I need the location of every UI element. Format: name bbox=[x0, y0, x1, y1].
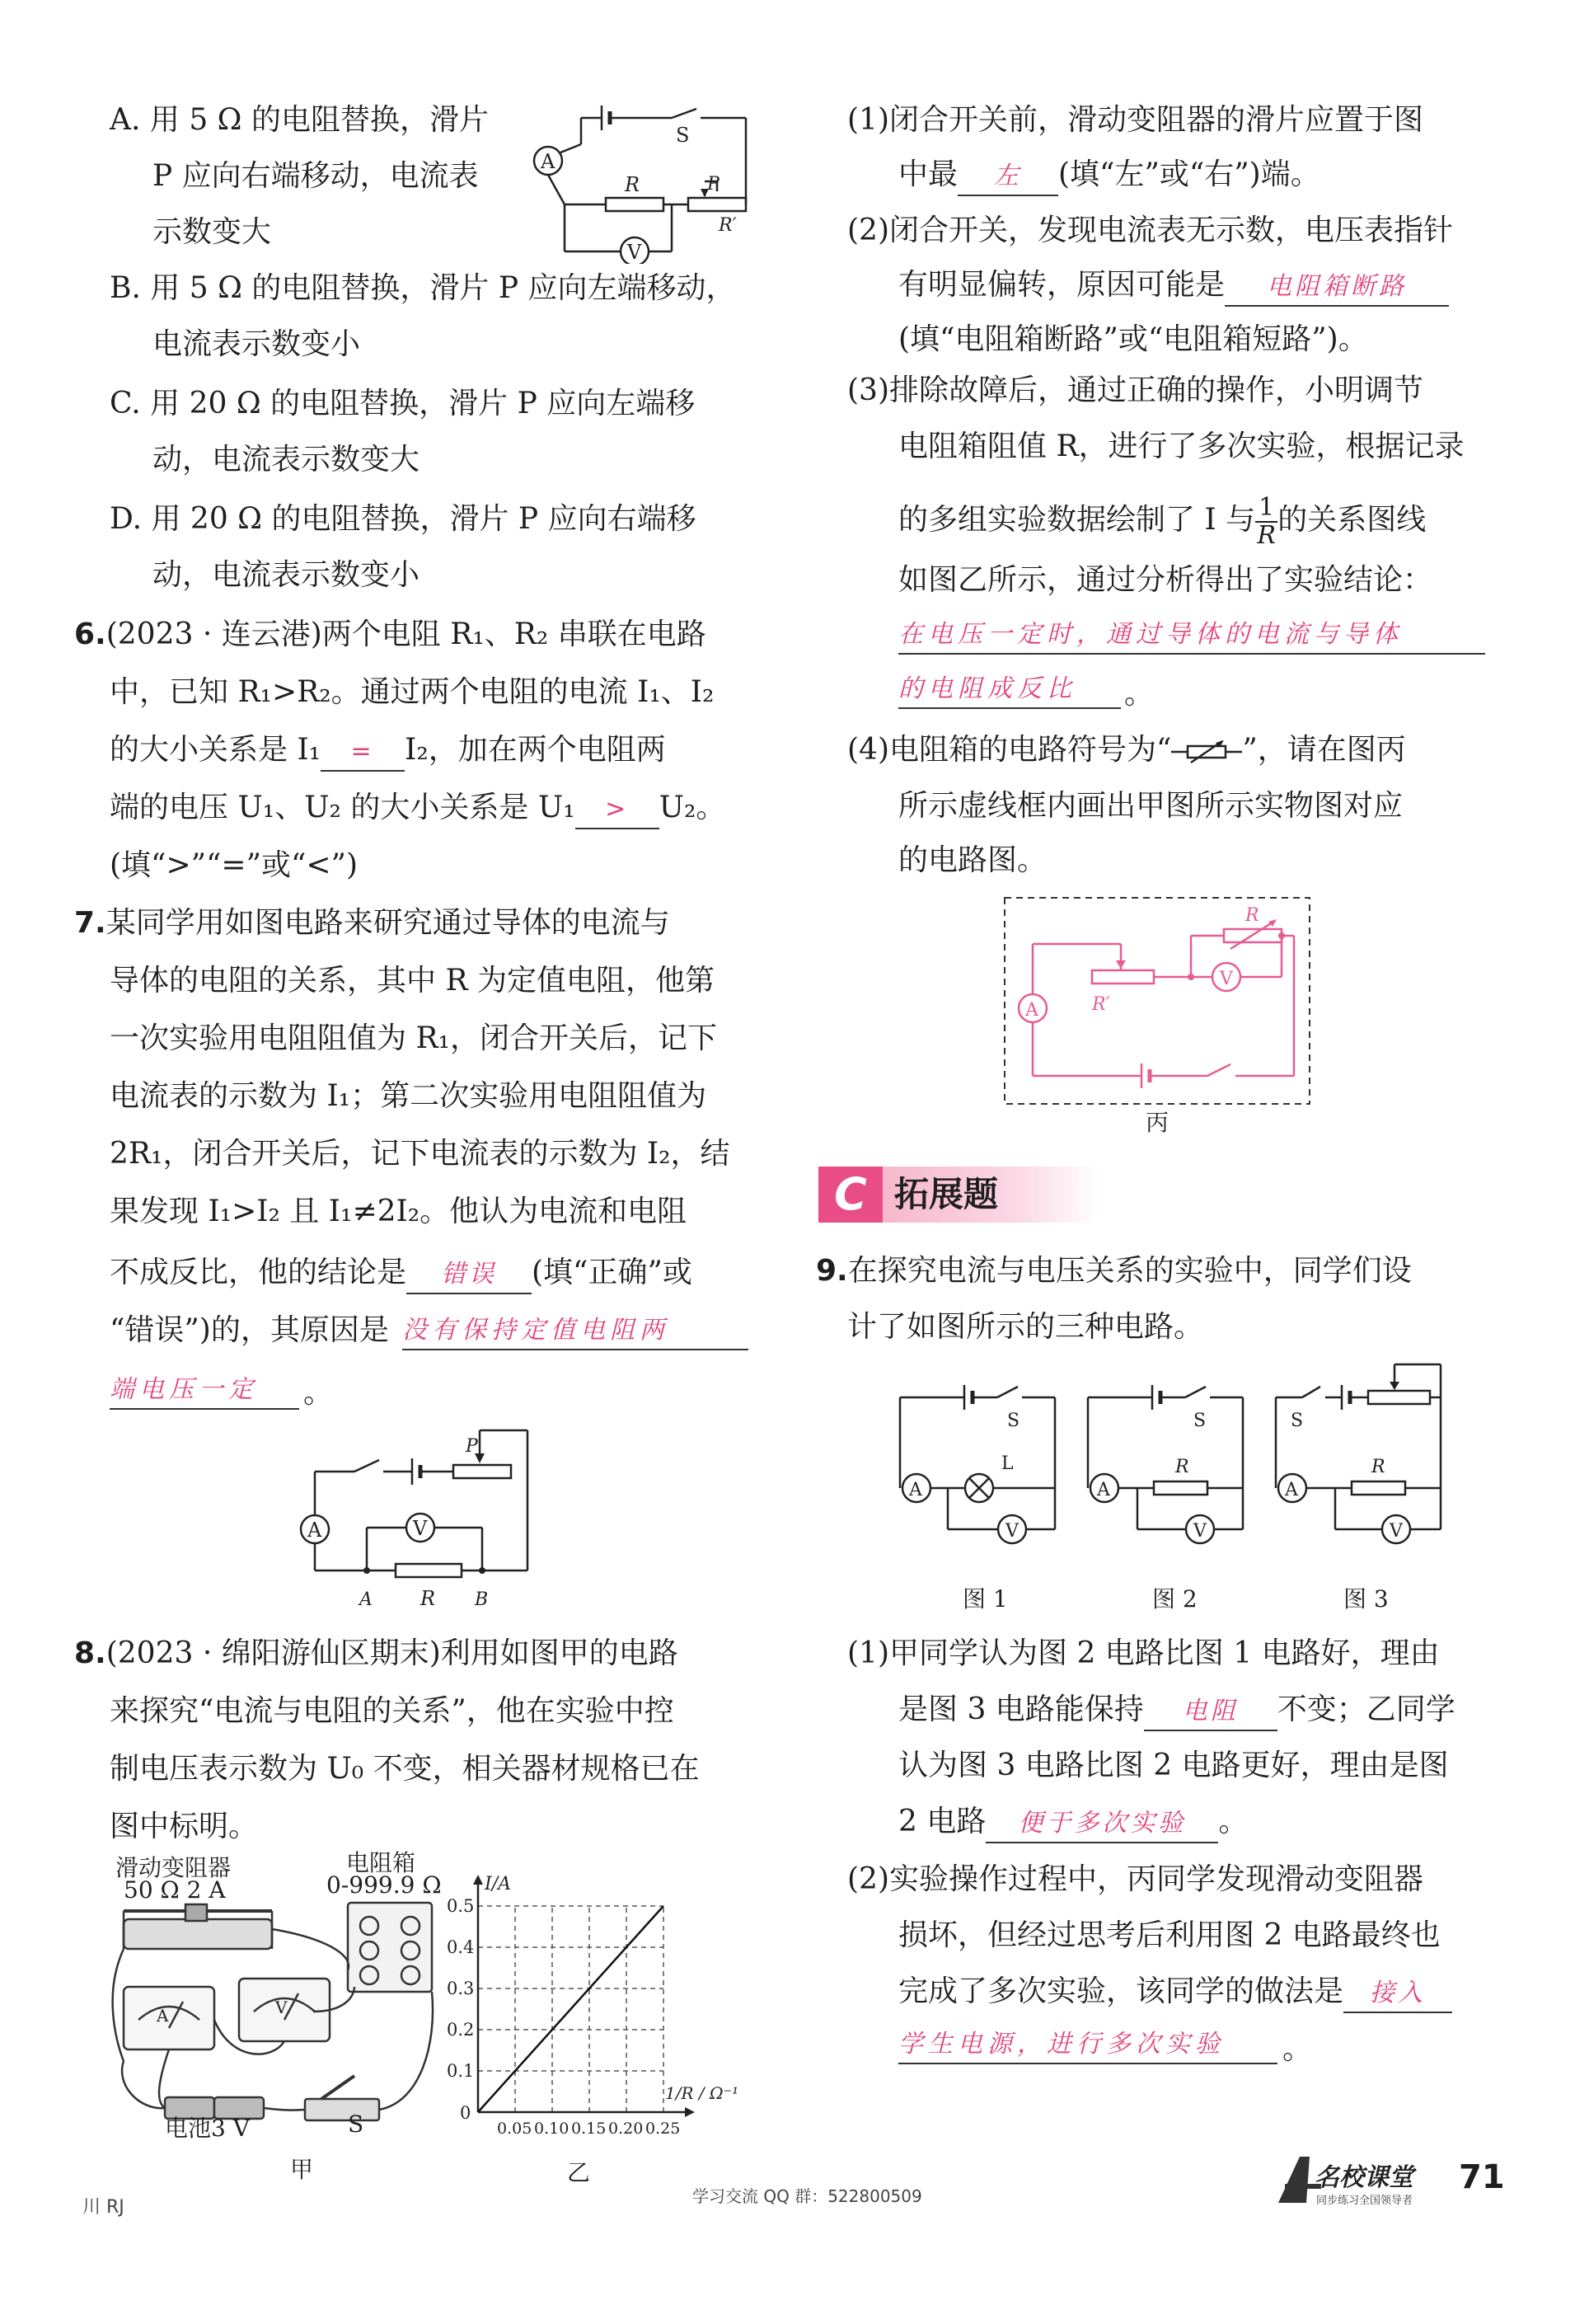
q9-p1-line1: (1)甲同学认为图 2 电路比图 1 电路好，理由 bbox=[847, 1636, 1440, 1670]
q6-number: 6. bbox=[74, 617, 106, 651]
q7-line6: 果发现 I₁>I₂ 且 I₁≠2I₂。他认为电流和电阻 bbox=[110, 1195, 687, 1228]
q6-line2: 中，已知 R₁>R₂。通过两个电阻的电流 I₁、I₂ bbox=[110, 675, 715, 709]
q7-answer-reason-line1: 没有保持定值电阻两 bbox=[402, 1312, 748, 1350]
q7-slider-label: P bbox=[466, 1436, 478, 1457]
q9-p1-line4: 2 电路 便于多次实验 。 bbox=[898, 1802, 1248, 1843]
fig2-resistor-label: R bbox=[1175, 1457, 1189, 1477]
brand-logo bbox=[1273, 2152, 1446, 2209]
q5-switch-label: S bbox=[676, 124, 690, 147]
q7-line4: 电流表的示数为 I₁；第二次实验用电阻阻值为 bbox=[110, 1079, 707, 1113]
x-tick-label: 0.10 bbox=[534, 2120, 570, 2138]
q6-answer-current: = bbox=[321, 734, 405, 772]
resistance-box-label: 电阻箱 bbox=[346, 1849, 416, 1876]
q7-point-a-label: A bbox=[359, 1589, 373, 1610]
rheostat-spec: 50 Ω 2 A bbox=[124, 1876, 226, 1904]
bing-resistor-label: R bbox=[1245, 905, 1259, 926]
q5-option-c-line1: C. 用 20 Ω 的电阻替换，滑片 P 应向左端移 bbox=[110, 387, 696, 420]
q9-number: 9. bbox=[816, 1254, 848, 1288]
figure-1-caption: 图 1 bbox=[963, 1585, 1008, 1613]
q7-answer-reason-line2: 端电压一定 bbox=[110, 1372, 299, 1410]
fig2-voltmeter-label: V bbox=[1193, 1521, 1207, 1542]
q9-p1-answer2: 便于多次实验 bbox=[986, 1805, 1218, 1843]
q9-p2-line1: (2)实验操作过程中，丙同学发现滑动变阻器 bbox=[847, 1862, 1423, 1896]
q8-line4: 图中标明。 bbox=[110, 1810, 259, 1843]
series-line-i-vs-1-over-r bbox=[478, 1906, 663, 2112]
q9-p1-line2: 是图 3 电路能保持 电阻 不变；乙同学 bbox=[898, 1690, 1455, 1731]
q8-p3-line3: 的多组实验数据绘制了 I 与 $\frac{1}{R}$ 的关系图线 bbox=[898, 493, 1427, 550]
figure-2-caption: 图 2 bbox=[1152, 1585, 1198, 1613]
q8-line1: 8.(2023 · 绵阳游仙区期末)利用如图甲的电路 bbox=[74, 1636, 678, 1670]
fig3-voltmeter-label: V bbox=[1390, 1521, 1403, 1542]
q7-line2: 导体的电阻的关系，其中 R 为定值电阻，他第 bbox=[110, 964, 715, 998]
x-tick-label: 0.15 bbox=[571, 2120, 607, 2138]
figure-bing-answer-circuit bbox=[1001, 894, 1315, 1109]
y-tick-label: 0.4 bbox=[447, 1937, 475, 1957]
q8-line2: 来探究“电流与电阻的关系”，他在实验中控 bbox=[110, 1694, 674, 1728]
section-c-header bbox=[818, 1167, 1099, 1223]
bing-voltmeter-label: V bbox=[1220, 969, 1233, 989]
q8-p3-line2: 电阻箱阻值 R，进行了多次实验，根据记录 bbox=[898, 430, 1465, 463]
fig1-ammeter-label: A bbox=[909, 1480, 922, 1500]
q8-p3-answer-line2: 的电阻成反比 bbox=[898, 671, 1121, 709]
q7-point-b-label: B bbox=[475, 1589, 489, 1610]
x-axis-arrow bbox=[685, 2107, 695, 2117]
y-tick-label: 0.1 bbox=[447, 2061, 475, 2081]
figure-yi-caption: 乙 bbox=[567, 2159, 591, 2186]
q9-line1: 9.在探究电流与电压关系的实验中，同学们设 bbox=[816, 1254, 1412, 1288]
q8-p3-line1: (3)排除故障后，通过正确的操作，小明调节 bbox=[847, 373, 1423, 407]
q8-number: 8. bbox=[74, 1636, 106, 1670]
q8-p2-answer: 电阻箱断路 bbox=[1225, 269, 1449, 307]
q7-circuit-diagram bbox=[297, 1422, 544, 1616]
q8-p2-line3: (填“电阻箱断路”或“电阻箱短路”)。 bbox=[898, 322, 1368, 356]
q8-p1-line1: (1)闭合开关前，滑动变阻器的滑片应置于图 bbox=[847, 103, 1423, 137]
fig1-lamp-label: L bbox=[1001, 1453, 1014, 1474]
y-tick-label: 0.3 bbox=[447, 1979, 475, 1998]
q6-line3: 的大小关系是 I₁ = I₂，加在两个电阻两 bbox=[110, 730, 666, 772]
q8-line3: 制电压表示数为 U₀ 不变，相关器材规格已在 bbox=[110, 1752, 700, 1786]
fig3-ammeter-label: A bbox=[1285, 1480, 1298, 1500]
q9-p2-answer2: 学生电源，进行多次实验 bbox=[898, 2026, 1277, 2064]
q7-line8: “错误”)的，其原因是 bbox=[110, 1313, 389, 1347]
q7-ammeter-label: A bbox=[307, 1519, 322, 1542]
figure-bing-caption: 丙 bbox=[1146, 1109, 1169, 1136]
q9-p2-end: 。 bbox=[1282, 2032, 1313, 2066]
q8-p4-line1: (4)电阻箱的电路符号为“ ”，请在图丙 bbox=[847, 733, 1406, 767]
q7-line1: 7.某同学用如图电路来研究通过导体的电流与 bbox=[74, 906, 670, 940]
y-tick-label: 0.5 bbox=[447, 1896, 475, 1916]
q8-p3-end: 。 bbox=[1124, 677, 1155, 711]
q6-answer-voltage: > bbox=[575, 791, 659, 829]
battery-label: 电池3 V bbox=[165, 2115, 250, 2142]
y-axis-title: I/A bbox=[485, 1874, 511, 1894]
x-tick-label: 0.20 bbox=[608, 2120, 644, 2138]
q9-p2-line2: 损坏，但经过思考后利用图 2 电路最终也 bbox=[898, 1918, 1441, 1952]
q9-p2-answer1: 接入 bbox=[1343, 1975, 1452, 2013]
x-tick-label: 0.05 bbox=[497, 2120, 532, 2138]
q7-line5: 2R₁，闭合开关后，记下电流表的示数为 I₂，结 bbox=[110, 1137, 730, 1171]
resistance-box-symbol bbox=[1171, 739, 1242, 764]
q5-rheostat-label: R′ bbox=[719, 215, 737, 236]
q9-three-circuits bbox=[890, 1360, 1467, 1558]
q7-line7: 不成反比，他的结论是 错误 (填“正确”或 bbox=[110, 1253, 692, 1294]
footer-edition: 川 RJ bbox=[82, 2197, 124, 2218]
q9-line2: 计了如图所示的三种电路。 bbox=[847, 1310, 1204, 1344]
q5-option-d-line1: D. 用 20 Ω 的电阻替换，滑片 P 应向右端移 bbox=[110, 502, 696, 536]
svg-text:A: A bbox=[157, 2006, 169, 2026]
section-c-title: 拓展题 bbox=[894, 1174, 999, 1214]
q5-option-c-line2: 动，电流表示数变大 bbox=[152, 443, 420, 477]
fig2-ammeter-label: A bbox=[1097, 1480, 1110, 1500]
bing-rheostat-label: R′ bbox=[1092, 994, 1110, 1015]
fig2-switch-label: S bbox=[1193, 1411, 1207, 1431]
q8-p1-line2: 中最 左 (填“左”或“右”)端。 bbox=[898, 155, 1320, 196]
q7-answer-conclusion: 错误 bbox=[406, 1256, 532, 1294]
section-c-badge: C bbox=[818, 1167, 883, 1223]
q6-line5: (填“>”“=”或“<”) bbox=[110, 848, 359, 882]
q5-option-a-line1: A. 用 5 Ω 的电阻替换，滑片 bbox=[110, 103, 489, 137]
y-axis-arrow bbox=[473, 1875, 483, 1885]
q9-p2-line3: 完成了多次实验，该同学的做法是 接入 bbox=[898, 1972, 1452, 2013]
brand-slogan: 同步练习全国领导者 bbox=[1316, 2195, 1413, 2207]
q8-p4-line2: 所示虚线框内画出甲图所示实物图对应 bbox=[898, 789, 1404, 823]
x-tick-label: 0.25 bbox=[645, 2120, 681, 2138]
q7-voltmeter-label: V bbox=[413, 1517, 428, 1540]
resistance-box-spec: 0-999.9 Ω bbox=[326, 1871, 442, 1899]
fig1-switch-label: S bbox=[1007, 1411, 1020, 1431]
bing-ammeter-label: A bbox=[1025, 1000, 1038, 1021]
footer-qq-group: 学习交流 QQ 群：522800509 bbox=[692, 2186, 922, 2206]
q7-end: 。 bbox=[303, 1376, 334, 1410]
q5-option-a-line2: P 应向右端移动，电流表 bbox=[152, 159, 479, 193]
q6-line4: 端的电压 U₁、U₂ 的大小关系是 U₁ > U₂。 bbox=[110, 788, 725, 829]
q5-resistor-label: R bbox=[625, 173, 640, 196]
q9-p1-answer1: 电阻 bbox=[1144, 1693, 1277, 1731]
q5-circuit-diagram bbox=[527, 99, 758, 264]
q5-voltmeter-label: V bbox=[627, 241, 642, 264]
figure-jia-caption: 甲 bbox=[290, 2156, 314, 2183]
origin-label: 0 bbox=[460, 2103, 471, 2123]
q5-slider-label: P bbox=[707, 174, 720, 195]
figure-3-caption: 图 3 bbox=[1343, 1585, 1389, 1613]
fig3-resistor-label: R bbox=[1371, 1457, 1385, 1477]
q7-number: 7. bbox=[74, 906, 106, 940]
q8-apparatus-figure bbox=[107, 1896, 470, 2148]
x-axis-title: 1/R / Ω⁻¹ bbox=[665, 2083, 739, 2103]
q5-option-a-line3: 示数变大 bbox=[152, 215, 272, 249]
rheostat-label: 滑动变阻器 bbox=[115, 1854, 232, 1881]
q6-line1: 6.(2023 · 连云港)两个电阻 R₁、R₂ 串联在电路 bbox=[74, 617, 706, 651]
q8-p3-line4: 如图乙所示，通过分析得出了实验结论： bbox=[898, 563, 1433, 597]
q8-p1-answer: 左 bbox=[958, 158, 1058, 196]
q8-chart-yi bbox=[437, 1871, 766, 2143]
q5-option-b-line2: 电流表示数变小 bbox=[152, 327, 361, 361]
brand-name: 名校课堂 bbox=[1315, 2163, 1413, 2192]
q8-p2-line1: (2)闭合开关，发现电流表无示数，电压表指针 bbox=[847, 214, 1453, 247]
switch-label: S bbox=[348, 2110, 364, 2138]
q8-p4-line3: 的电路图。 bbox=[898, 843, 1048, 877]
page-number: 71 bbox=[1459, 2158, 1505, 2196]
q8-p2-line2: 有明显偏转，原因可能是 电阻箱断路 bbox=[898, 265, 1449, 307]
q5-ammeter-label: A bbox=[541, 150, 555, 173]
q8-p3-answer-line1: 在电压一定时，通过导体的电流与导体 bbox=[898, 617, 1485, 655]
q7-line3: 一次实验用电阻阻值为 R₁，闭合开关后，记下 bbox=[110, 1021, 717, 1055]
fig3-switch-label: S bbox=[1291, 1411, 1304, 1431]
q9-p1-line3: 认为图 3 电路比图 2 电路更好，理由是图 bbox=[898, 1749, 1449, 1782]
fig1-voltmeter-label: V bbox=[1005, 1521, 1019, 1542]
q7-resistor-label: R bbox=[420, 1587, 436, 1610]
q5-option-d-line2: 动，电流表示数变小 bbox=[152, 558, 420, 592]
svg-text:V: V bbox=[275, 1998, 288, 2017]
y-tick-label: 0.2 bbox=[447, 2020, 475, 2040]
one-over-r-fraction: $\frac{1}{R}$ bbox=[1255, 495, 1277, 549]
q5-option-b-line1: B. 用 5 Ω 的电阻替换，滑片 P 应向左端移动， bbox=[110, 271, 736, 305]
